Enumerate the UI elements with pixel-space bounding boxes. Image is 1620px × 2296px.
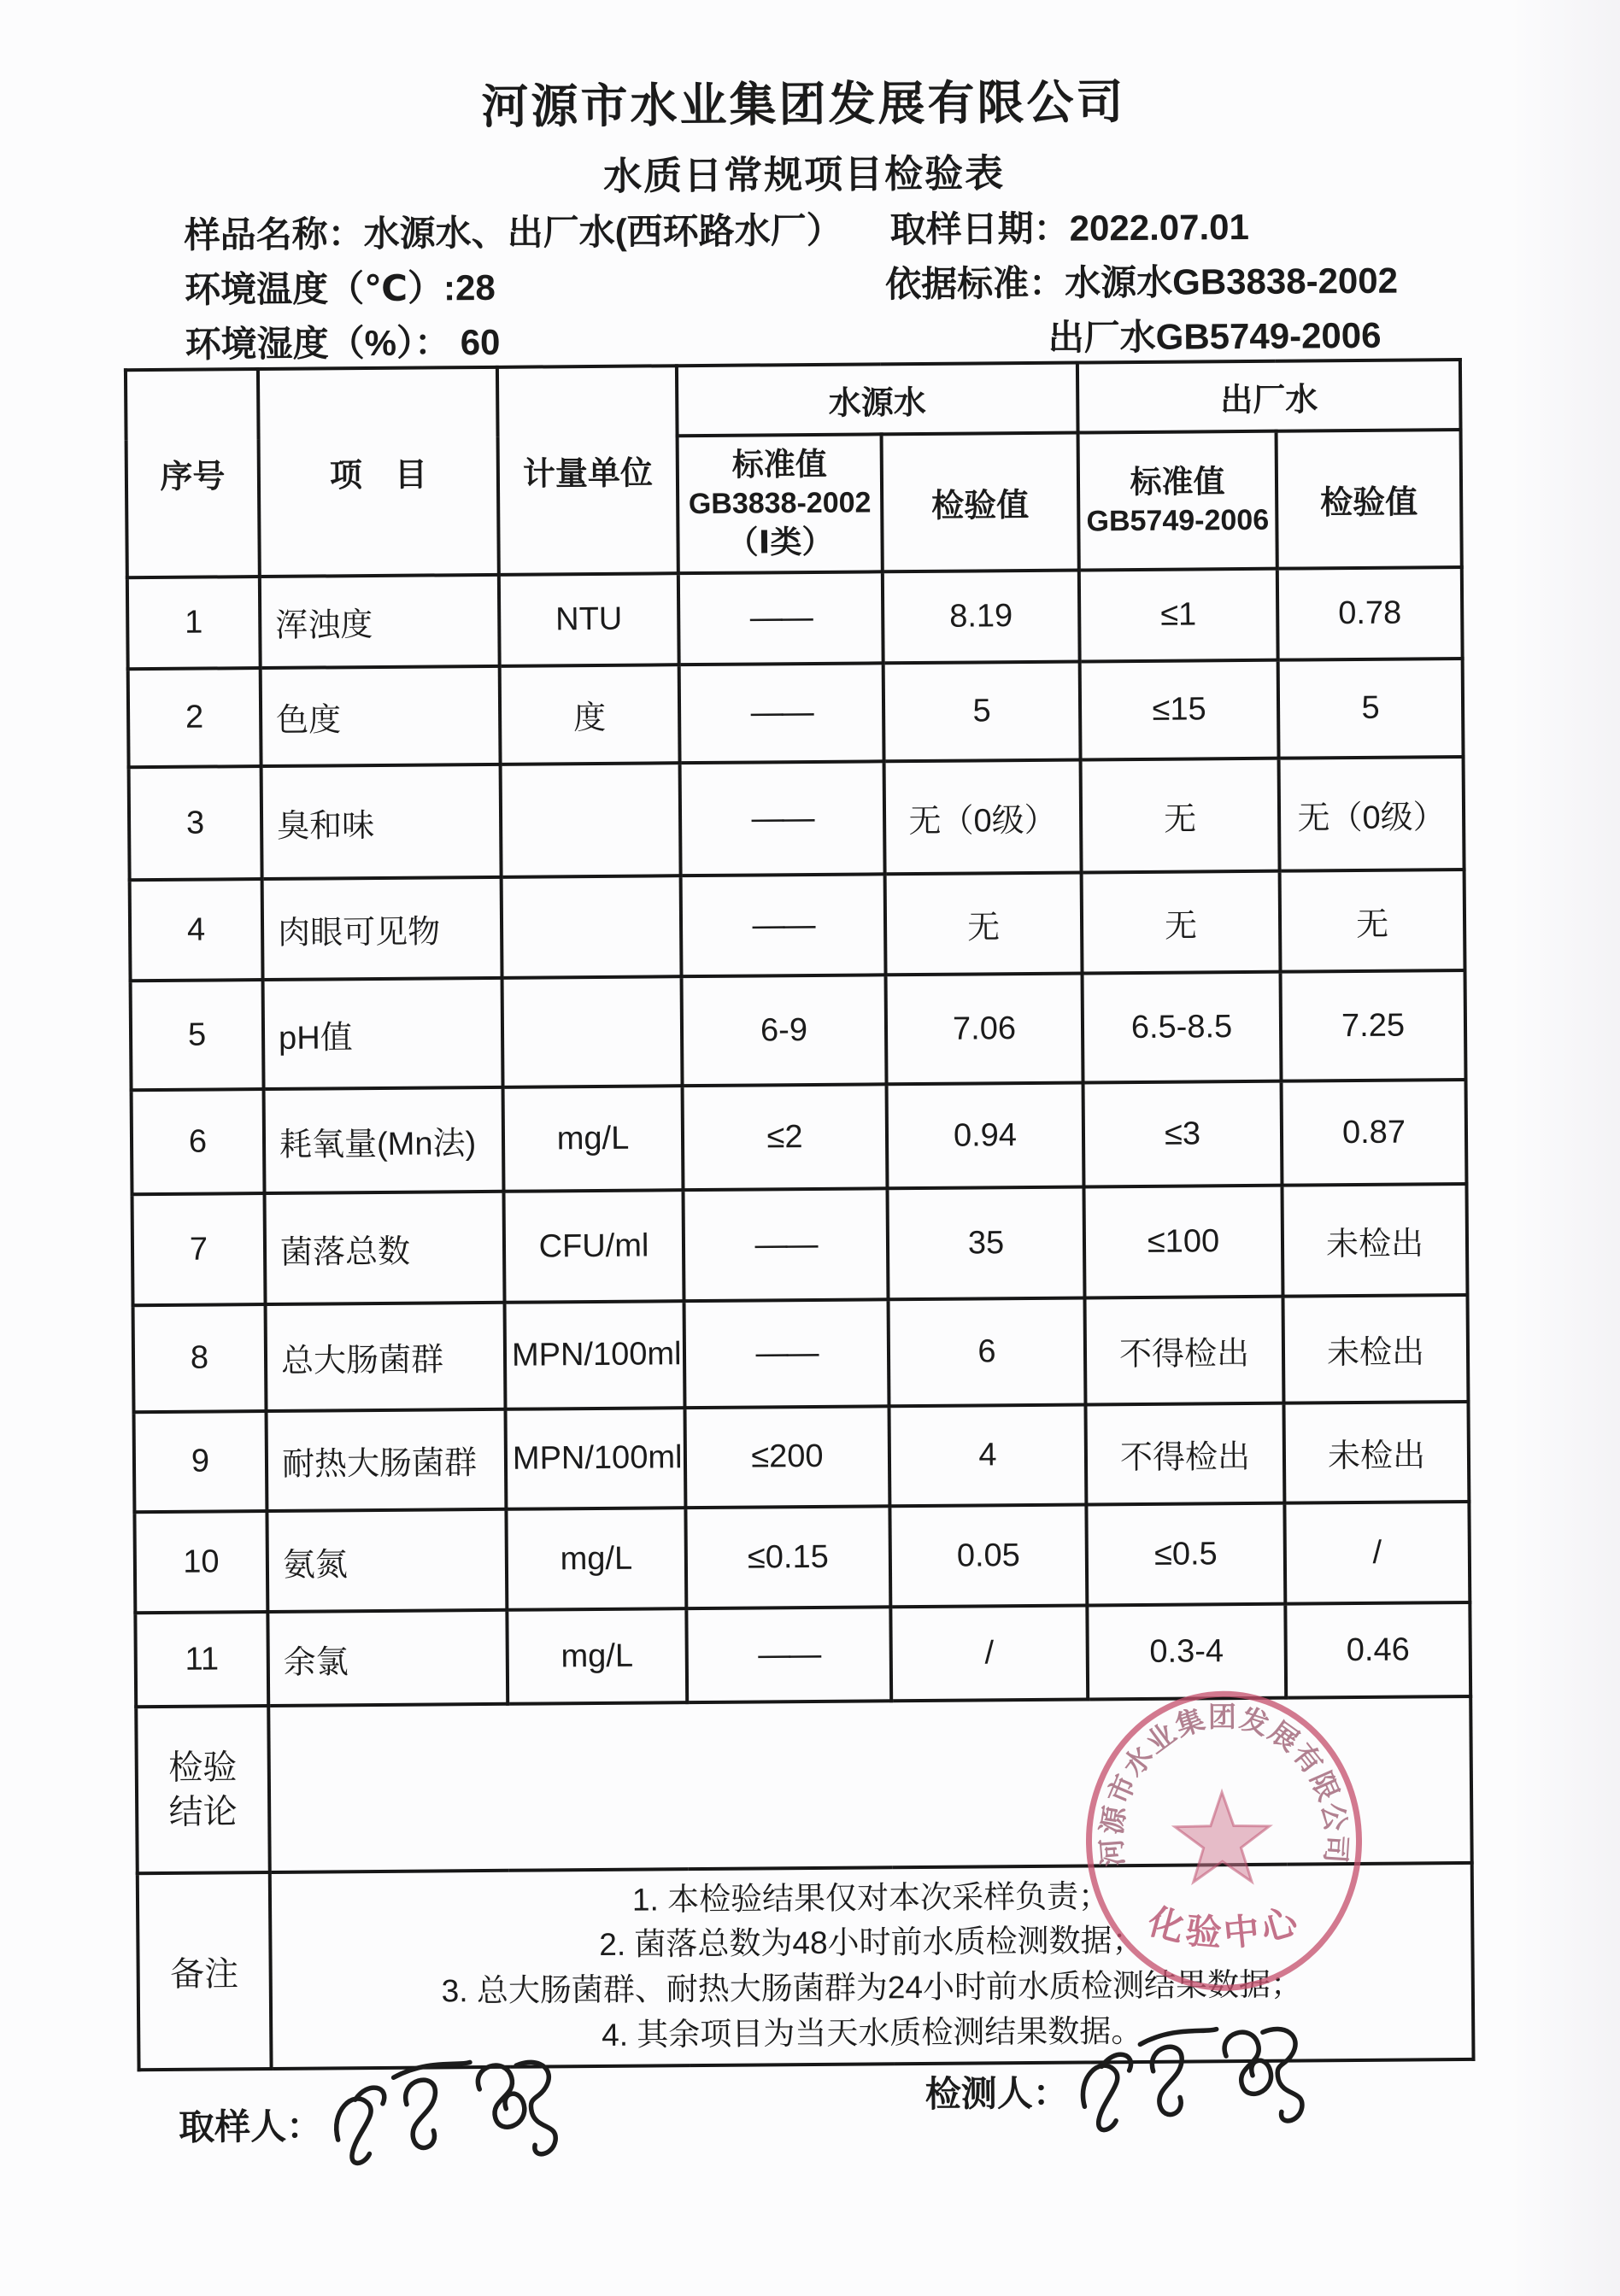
cell-val1: / xyxy=(890,1605,1088,1701)
stamp-ring-text: 河源市水业集团发展有限公司 xyxy=(1095,1701,1353,1868)
table-row xyxy=(129,757,1464,880)
cell-val2: 0.87 xyxy=(1282,1080,1467,1186)
remark-line: 4. 其余项目为当天水质检测结果数据。 xyxy=(602,2012,1143,2053)
cell-item: 菌落总数 xyxy=(265,1192,505,1304)
stamp-bottom-text-holder xyxy=(1142,1899,1306,1954)
stamp-bottom-text: 化验中心 xyxy=(1143,1899,1306,1954)
table-row xyxy=(134,1402,1470,1512)
cell-val2: 0.46 xyxy=(1285,1602,1470,1698)
cell-seq: 1 xyxy=(127,577,261,669)
company-seal-stamp xyxy=(1076,1680,1373,2003)
sampler-signature-block xyxy=(179,2096,583,2200)
std2-line2: GB5749-2006 xyxy=(1086,504,1270,538)
cell-item: 耐热大肠菌群 xyxy=(267,1409,507,1511)
cell-val2: 未检出 xyxy=(1283,1402,1469,1503)
col-header-val1: 检验值 xyxy=(882,433,1079,572)
cell-val1: 无 xyxy=(885,873,1083,975)
cell-item: 肉眼可见物 xyxy=(262,877,502,980)
cell-seq: 5 xyxy=(131,980,264,1090)
cell-unit: MPN/100ml xyxy=(506,1408,686,1509)
remark-line: 3. 总大肠菌群、耐热大肠菌群为24小时前水质检测结果数据； xyxy=(441,1966,1303,2009)
table-row xyxy=(132,1184,1468,1305)
company-title: 河源市水业集团发展有限公司 xyxy=(481,75,1126,133)
cell-item: 氨氮 xyxy=(267,1509,507,1612)
cell-std2: 无 xyxy=(1082,871,1281,974)
remarks-label: 备注 xyxy=(138,1872,272,2070)
cell-seq: 7 xyxy=(132,1193,266,1305)
table-row xyxy=(131,970,1466,1090)
table-row xyxy=(132,1080,1467,1194)
cell-unit: mg/L xyxy=(506,1508,686,1610)
group-header-source-water: 水源水 xyxy=(677,363,1078,436)
remark-line: 1. 本检验结果仅对本次采样负责； xyxy=(631,1878,1111,1918)
col-header-std1 xyxy=(678,434,883,573)
cell-item: pH值 xyxy=(263,978,503,1089)
cell-unit: MPN/100ml xyxy=(505,1301,685,1409)
report-subtitle: 水质日常规项目检验表 xyxy=(602,151,1006,198)
std1-line1: 标准值 xyxy=(731,446,827,483)
cell-std1: —— xyxy=(683,1188,888,1301)
cell-unit xyxy=(502,876,682,978)
cell-std1: —— xyxy=(679,663,884,763)
sample-name: 样品名称：水源水、出厂水(西环路水厂） xyxy=(184,209,842,255)
cell-val2: 7.25 xyxy=(1281,970,1466,1081)
cell-item: 色度 xyxy=(261,666,501,766)
table-row xyxy=(130,870,1465,981)
cell-std1: ≤200 xyxy=(684,1406,889,1508)
cell-std1: 6-9 xyxy=(682,975,887,1086)
cell-std1: ≤2 xyxy=(683,1084,888,1190)
env-temperature: 环境温度（℃）:28 xyxy=(185,266,496,310)
sampler-signature xyxy=(323,2047,585,2204)
table-row xyxy=(127,567,1463,669)
conclusion-label-line2: 结论 xyxy=(168,1792,238,1831)
std2-line1: 标准值 xyxy=(1130,464,1225,501)
cell-seq: 8 xyxy=(133,1304,267,1412)
table-row xyxy=(133,1295,1469,1412)
cell-std1: —— xyxy=(684,1299,889,1408)
cell-std2: 不得检出 xyxy=(1085,1297,1284,1405)
cell-val2: 未检出 xyxy=(1282,1184,1467,1297)
tester-signature xyxy=(1070,2014,1332,2170)
sampler-label: 取样人： xyxy=(178,2106,323,2147)
sample-date: 取样日期：2022.07.01 xyxy=(889,206,1250,250)
conclusion-label xyxy=(136,1706,270,1873)
cell-item: 余氯 xyxy=(267,1610,508,1706)
cell-val2: 0.78 xyxy=(1277,567,1463,660)
stamp-star-icon xyxy=(1175,1792,1270,1883)
std1-line2: GB3838-2002 xyxy=(688,486,872,521)
cell-unit: mg/L xyxy=(507,1608,687,1704)
cell-unit xyxy=(501,763,681,877)
standard-source-water: 依据标准：水源水GB3838-2002 xyxy=(884,260,1399,305)
standard-factory-water: 出厂水GB5749-2006 xyxy=(1048,314,1382,358)
cell-std2: 不得检出 xyxy=(1085,1403,1284,1505)
cell-unit xyxy=(502,976,683,1087)
cell-val2: 5 xyxy=(1278,659,1464,758)
table-header-groups xyxy=(126,360,1461,440)
table-row xyxy=(134,1502,1470,1613)
env-humidity: 环境湿度（%）： 60 xyxy=(185,321,501,365)
col-header-item: 项 目 xyxy=(258,367,499,577)
cell-val1: 6 xyxy=(889,1297,1086,1406)
table-row xyxy=(128,659,1464,767)
tester-label: 检测人： xyxy=(924,2072,1070,2114)
cell-seq: 2 xyxy=(128,668,261,767)
conclusion-label-line1: 检验 xyxy=(168,1748,238,1787)
std1-line3: （Ⅰ类） xyxy=(726,524,834,560)
cell-val2: 未检出 xyxy=(1283,1295,1469,1403)
cell-val1: 35 xyxy=(887,1186,1084,1299)
col-header-std2 xyxy=(1078,431,1277,571)
cell-item: 浑浊度 xyxy=(260,575,500,668)
col-header-seq: 序号 xyxy=(126,369,260,577)
cell-std2: 6.5-8.5 xyxy=(1083,972,1282,1083)
cell-val1: 8.19 xyxy=(883,571,1080,664)
cell-seq: 9 xyxy=(134,1411,267,1512)
cell-std2: 0.3-4 xyxy=(1087,1604,1286,1700)
cell-std1: —— xyxy=(681,874,886,976)
cell-val2: 无 xyxy=(1280,870,1465,972)
tester-signature-block xyxy=(925,2063,1329,2167)
cell-val1: 5 xyxy=(883,662,1081,762)
cell-unit: mg/L xyxy=(503,1086,684,1192)
cell-std2: ≤1 xyxy=(1079,569,1278,662)
cell-item: 耗氧量(Mn法) xyxy=(264,1087,504,1193)
cell-std1: —— xyxy=(678,571,883,665)
cell-seq: 11 xyxy=(135,1612,268,1707)
cell-unit: 度 xyxy=(500,665,680,764)
cell-val1: 0.05 xyxy=(889,1504,1087,1607)
cell-val1: 0.94 xyxy=(887,1082,1084,1188)
col-header-unit: 计量单位 xyxy=(497,366,678,575)
cell-std1: —— xyxy=(686,1607,891,1702)
cell-val1: 无（0级） xyxy=(884,760,1082,875)
cell-item: 臭和味 xyxy=(261,764,502,879)
cell-seq: 4 xyxy=(130,879,263,981)
cell-unit: NTU xyxy=(499,573,679,666)
cell-std2: ≤100 xyxy=(1083,1186,1282,1298)
cell-seq: 10 xyxy=(134,1511,267,1613)
col-header-val2: 检验值 xyxy=(1277,430,1462,569)
group-header-factory-water: 出厂水 xyxy=(1077,360,1461,433)
cell-seq: 3 xyxy=(129,766,262,880)
cell-seq: 6 xyxy=(132,1089,265,1194)
cell-unit: CFU/ml xyxy=(503,1190,684,1303)
cell-val1: 4 xyxy=(889,1404,1086,1506)
cell-std2: ≤0.5 xyxy=(1086,1503,1285,1606)
cell-val2: 无（0级） xyxy=(1279,757,1464,871)
remark-line: 2. 菌落总数为48小时前水质检测数据； xyxy=(599,1923,1144,1963)
cell-std2: ≤3 xyxy=(1083,1081,1282,1187)
cell-item: 总大肠菌群 xyxy=(266,1303,506,1411)
cell-std2: ≤15 xyxy=(1080,660,1279,760)
cell-val2: / xyxy=(1284,1502,1470,1604)
cell-val1: 7.06 xyxy=(886,974,1083,1085)
cell-std2: 无 xyxy=(1081,758,1280,873)
cell-std1: ≤0.15 xyxy=(685,1506,890,1608)
cell-std1: —— xyxy=(680,761,885,876)
